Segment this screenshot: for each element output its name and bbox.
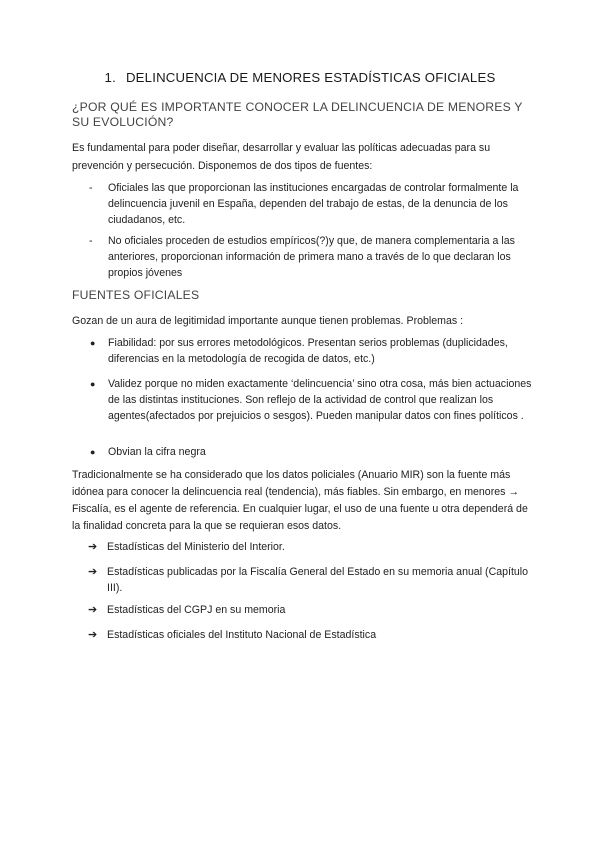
bullet-icon: ● [90,338,96,348]
list-item-official-sources: Oficiales las que proporcionan las instituciones encargadas de controlar formalmente la delincuencia juvenil en España, dependen del trabajo de estas, de la denuncia de los ciudadanos, etc. [108,182,519,226]
bullet-icon: ● [90,447,96,457]
list-item-validity: Validez porque no miden exactamente ‘delincuencia’ sino otra cosa, más bien actuaciones de las distintas instituciones. Son reflejo de la actividad de control que realizan los agentes(afectados por prejuicios o sesgos). Pueden manipular datos con fines políticos . [108,378,532,422]
arrow-icon: ➔ [88,629,98,641]
arrow-icon: ➔ [88,604,98,616]
list-item-interior-stats: Estadísticas del Ministerio del Interior. [107,541,285,553]
dash-marker: - [89,182,93,194]
official-intro-paragraph: Gozan de un aura de legitimidad importante aunque tienen problemas. Problemas : [72,315,464,327]
section-title [0,70,600,85]
question-heading: ¿POR QUÉ ES IMPORTANTE CONOCER LA DELINCUENCIA DE MENORES Y SU EVOLUCIÓN? [72,100,523,129]
list-item-reliability: Fiabilidad: por sus errores metodológicos. Presentan serios problemas (duplicidades, diferencias en la metodología de recogida de datos, etc.) [108,337,508,365]
list-item-ine-stats: Estadísticas oficiales del Instituto Nacional de Estadística [107,629,377,641]
intro-paragraph: Es fundamental para poder diseñar, desarrollar y evaluar las políticas adecuadas para su prevención y persecución. Disponemos de dos tipos de fuentes: [72,142,491,172]
dash-marker: - [89,235,93,247]
official-sources-heading: FUENTES OFICIALES [72,288,200,302]
list-item-dark-figure: Obvian la cifra negra [108,446,206,458]
arrow-icon: ➔ [88,541,98,553]
traditional-paragraph: Tradicionalmente se ha considerado que los datos policiales (Anuario MIR) son la fuente más idónea para conocer la delincuencia real (tendencia), más fiables. Sin embargo, en menores → Fiscalía, es el agente de referencia. En cualquier lugar, el uso de una fuente u otra dependerá de la finalidad concreta para la que se requieran esos datos. [72,469,528,532]
list-item-unofficial-sources: No oficiales proceden de estudios empíricos(?)y que, de manera complementaria a las anteriores, proporcionan información de primera mano a través de lo que declaran los propios jóvenes [108,235,515,279]
bullet-icon: ● [90,379,96,389]
section-number: 1. [104,70,116,85]
section-title-text: DELINCUENCIA DE MENORES ESTADÍSTICAS OFICIALES [125,70,496,85]
list-item-fiscalia-stats: Estadísticas publicadas por la Fiscalía General del Estado en su memoria anual (Capítulo III). [107,566,529,594]
list-item-cgpj-stats: Estadísticas del CGPJ en su memoria [107,604,286,616]
arrow-icon: ➔ [88,566,98,578]
